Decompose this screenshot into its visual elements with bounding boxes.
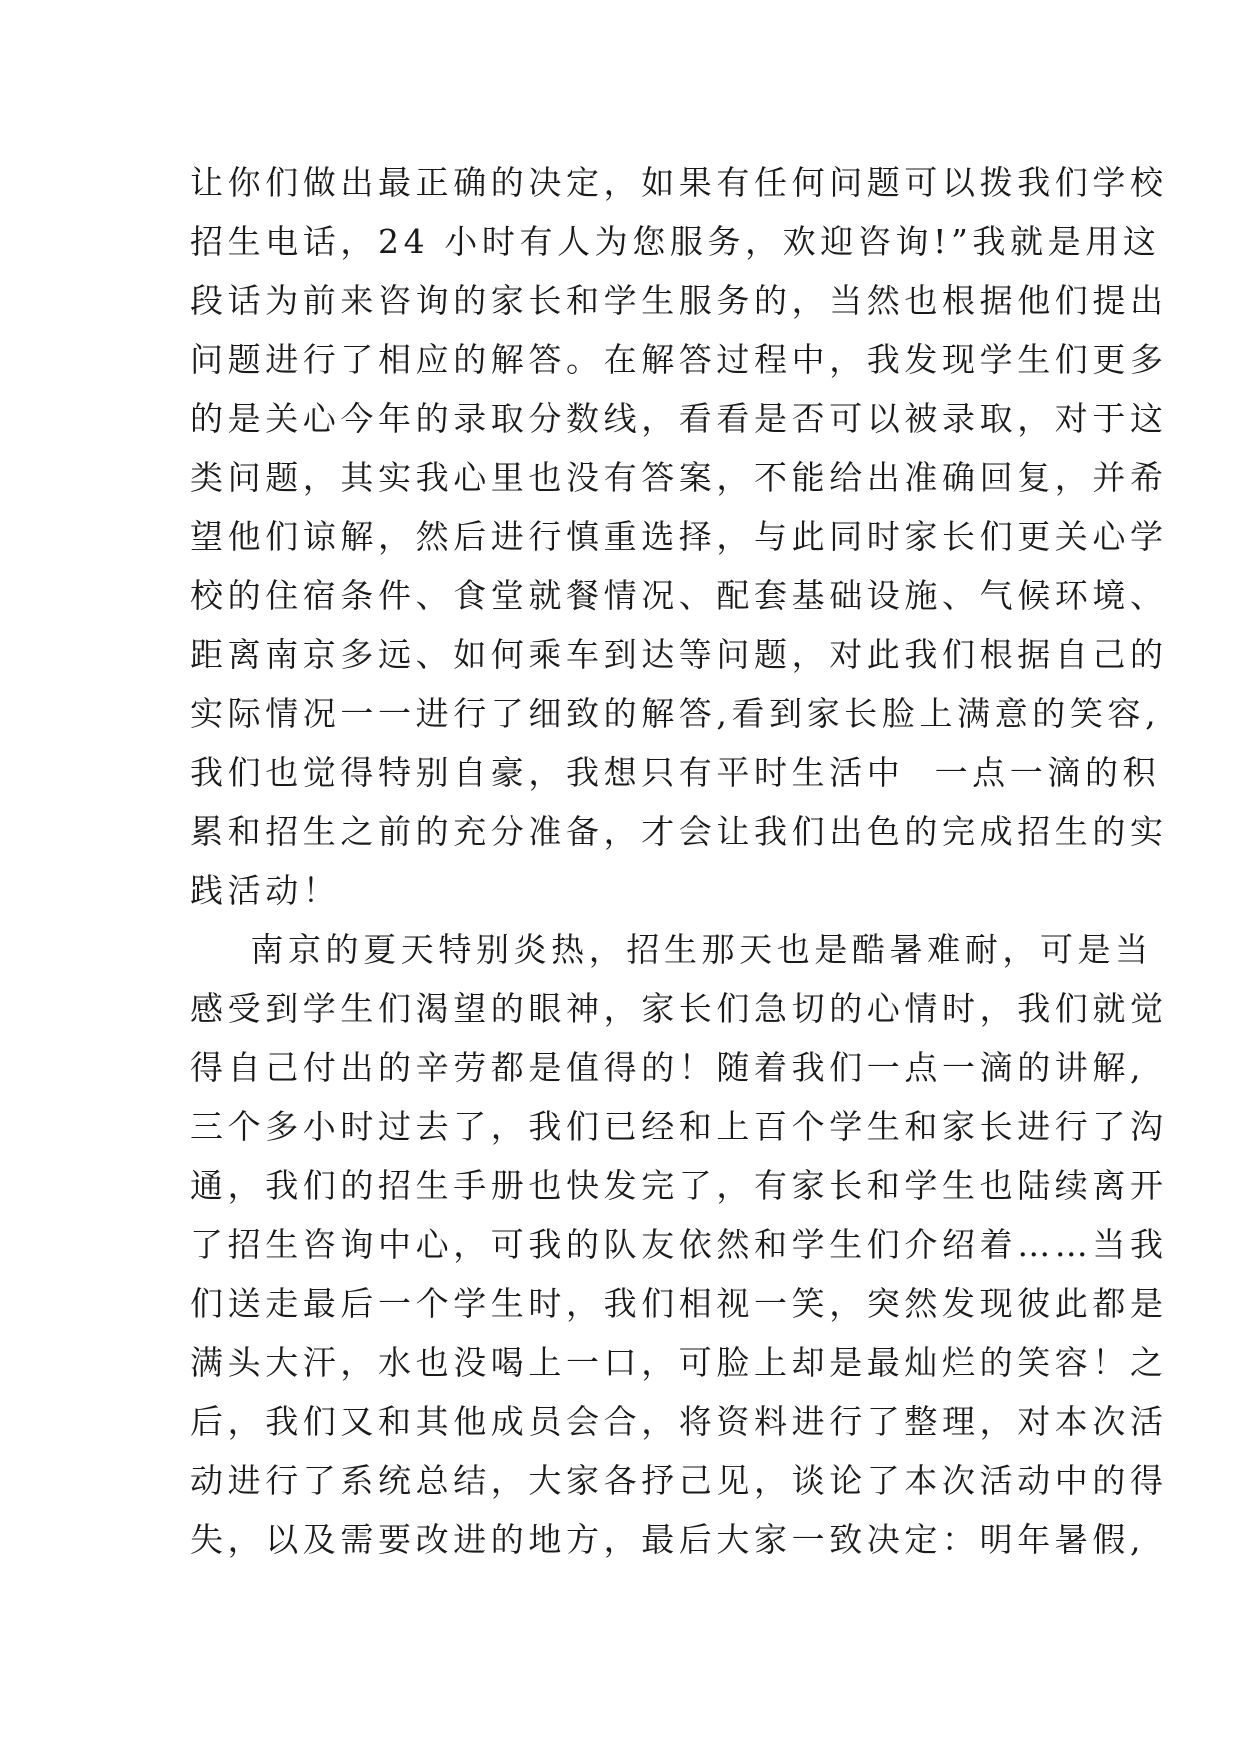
text-line: 动进行了系统总结，大家各抒己见，谈论了本次活动中的得 (190, 1461, 1168, 1500)
text-line: 段话为前来咨询的家长和学生服务的，当然也根据他们提出 (190, 281, 1168, 320)
text-line: 让你们做出最正确的决定，如果有任何问题可以拨我们学校 (190, 163, 1168, 202)
text-line: 得自己付出的辛劳都是值得的！随着我们一点一滴的讲解, (190, 1048, 1146, 1087)
text-line: 问题进行了相应的解答。在解答过程中，我发现学生们更多 (190, 340, 1168, 379)
text-line: 三个多小时过去了，我们已经和上百个学生和家长进行了沟 (190, 1107, 1168, 1146)
text-line: 感受到学生们渴望的眼神，家长们急切的心情时，我们就觉 (190, 989, 1168, 1028)
text-line: 校的住宿条件、食堂就餐情况、配套基础设施、气候环境、 (190, 576, 1168, 615)
text-line: 招生电话，24 小时有人为您服务，欢迎咨询!”我就是用这 (190, 222, 1161, 261)
text-line: 满头大汗，水也没喝上一口，可脸上却是最灿烂的笑容！之 (190, 1343, 1168, 1382)
text-line: 实际情况一一进行了细致的解答,看到家长脸上满意的笑容, (190, 694, 1161, 733)
text-line: 我们也觉得特别自豪，我想只有平时生活中 一点一滴的积 (190, 753, 1161, 792)
text-line: 通，我们的招生手册也快发完了，有家长和学生也陆续离开 (190, 1166, 1168, 1205)
text-line: 们送走最后一个学生时，我们相视一笑，突然发现彼此都是 (190, 1284, 1168, 1323)
text-line: 后，我们又和其他成员会合，将资料进行了整理，对本次活 (190, 1402, 1168, 1441)
text-line: 了招生咨询中心，可我的队友依然和学生们介绍着……当我 (190, 1225, 1168, 1264)
text-line: 累和招生之前的充分准备，才会让我们出色的完成招生的实 (190, 812, 1168, 851)
body-text (190, 153, 1168, 1569)
text-line: 践活动！ (190, 871, 341, 910)
text-line: 的是关心今年的录取分数线，看看是否可以被录取，对于这 (190, 399, 1168, 438)
text-line: 望他们谅解，然后进行慎重选择，与此同时家长们更关心学 (190, 517, 1168, 556)
text-line: 距离南京多远、如何乘车到达等问题，对此我们根据自己的 (190, 635, 1168, 674)
text-line: 南京的夏天特别炎热，招生那天也是酷暑难耐，可是当 (190, 930, 1153, 969)
text-line: 失，以及需要改进的地方，最后大家一致决定：明年暑假, (190, 1520, 1146, 1559)
text-line: 类问题，其实我心里也没有答案，不能给出准确回复，并希 (190, 458, 1168, 497)
